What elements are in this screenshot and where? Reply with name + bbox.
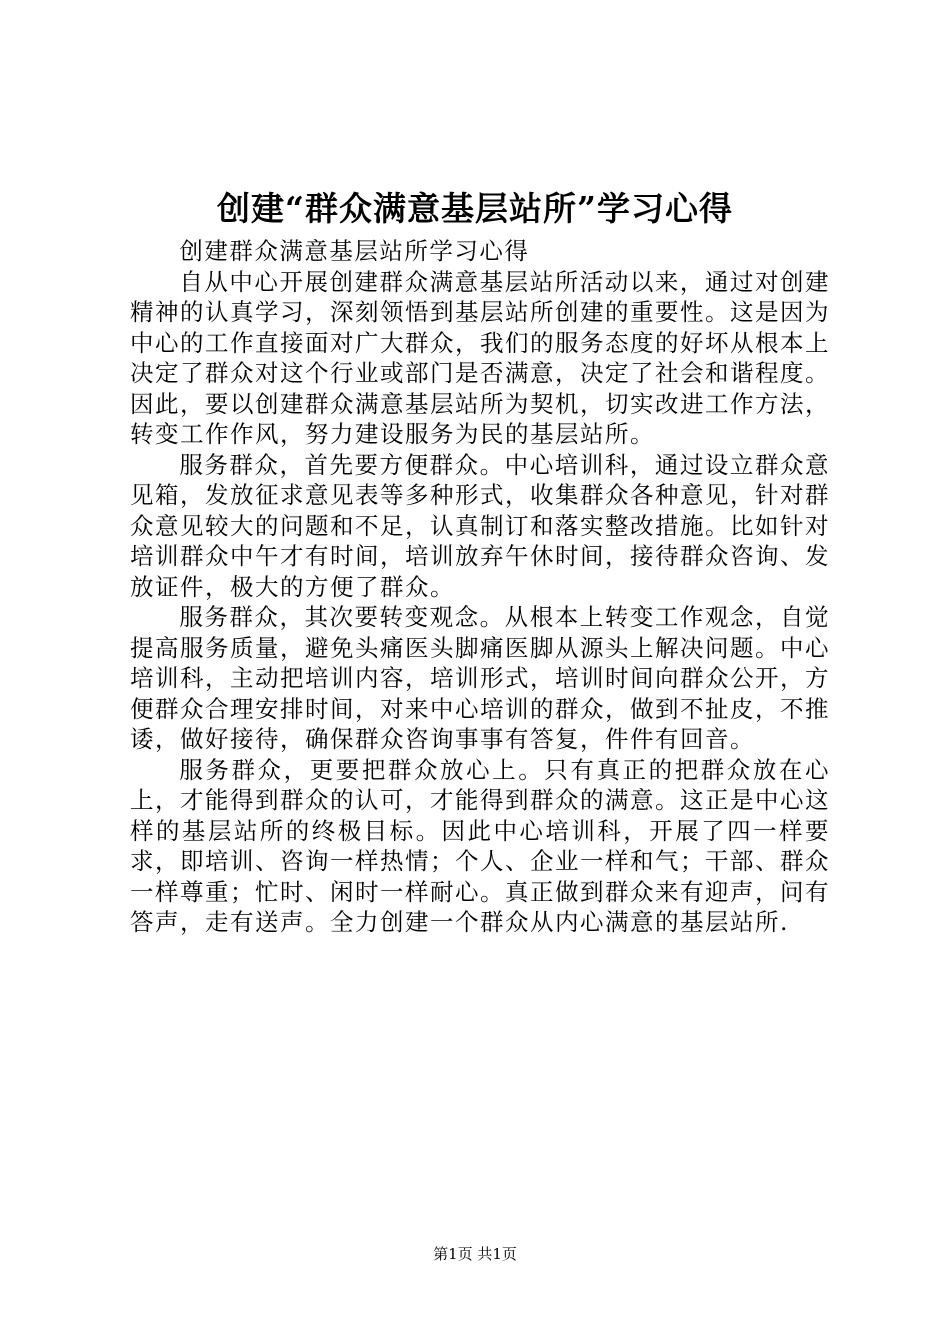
body-paragraph-1: 自从中心开展创建群众满意基层站所活动以来，通过对创建精神的认真学习，深刻领悟到基层站所创建的重要性。这是因为中心的工作直接面对广大群众，我们的服务态度的好坏从根本上决定了群众对这个行业或部门是否满意，决定了社会和谐程度。因此，要以创建群众满意基层站所为契机，切实改进工作方法，转变工作作风，努力建设服务为民的基层站所。 bbox=[130, 267, 830, 448]
document-title: 创建“群众满意基层站所”学习心得 bbox=[217, 189, 733, 228]
body-paragraph-2: 服务群众，首先要方便群众。中心培训科，通过设立群众意见箱，发放征求意见表等多种形式，收集群众各种意见，针对群众意见较大的问题和不足，认真制订和落实整改措施。比如针对培训群众中午才有时间，培训放弃午休时间，接待群众咨询、发放证件，极大的方便了群众。 bbox=[130, 450, 830, 601]
body-paragraph-4: 服务群众，更要把群众放心上。只有真正的把群众放在心上，才能得到群众的认可，才能得到群众的满意。这正是中心这样的基层站所的终极目标。因此中心培训科，开展了四一样要求，即培训、咨询一样热情；个人、企业一样和气；干部、群众一样尊重；忙时、闲时一样耐心。真正做到群众来有迎声，问有答声，走有送声。全力创建一个群众从内心满意的基层站所. bbox=[130, 755, 830, 936]
body-paragraph-3: 服务群众，其次要转变观念。从根本上转变工作观念，自觉提高服务质量，避免头痛医头脚痛医脚从源头上解决问题。中心培训科，主动把培训内容，培训形式，培训时间向群众公开，方便群众合理安排时间，对来中心培训的群众，做到不扯皮，不推诿，做好接待，确保群众咨询事事有答复，件件有回音。 bbox=[130, 603, 830, 753]
page-footer: 第1页 共1页 bbox=[433, 1245, 517, 1263]
subtitle-paragraph: 创建群众满意基层站所学习心得 bbox=[179, 237, 530, 265]
document-body bbox=[130, 236, 830, 938]
